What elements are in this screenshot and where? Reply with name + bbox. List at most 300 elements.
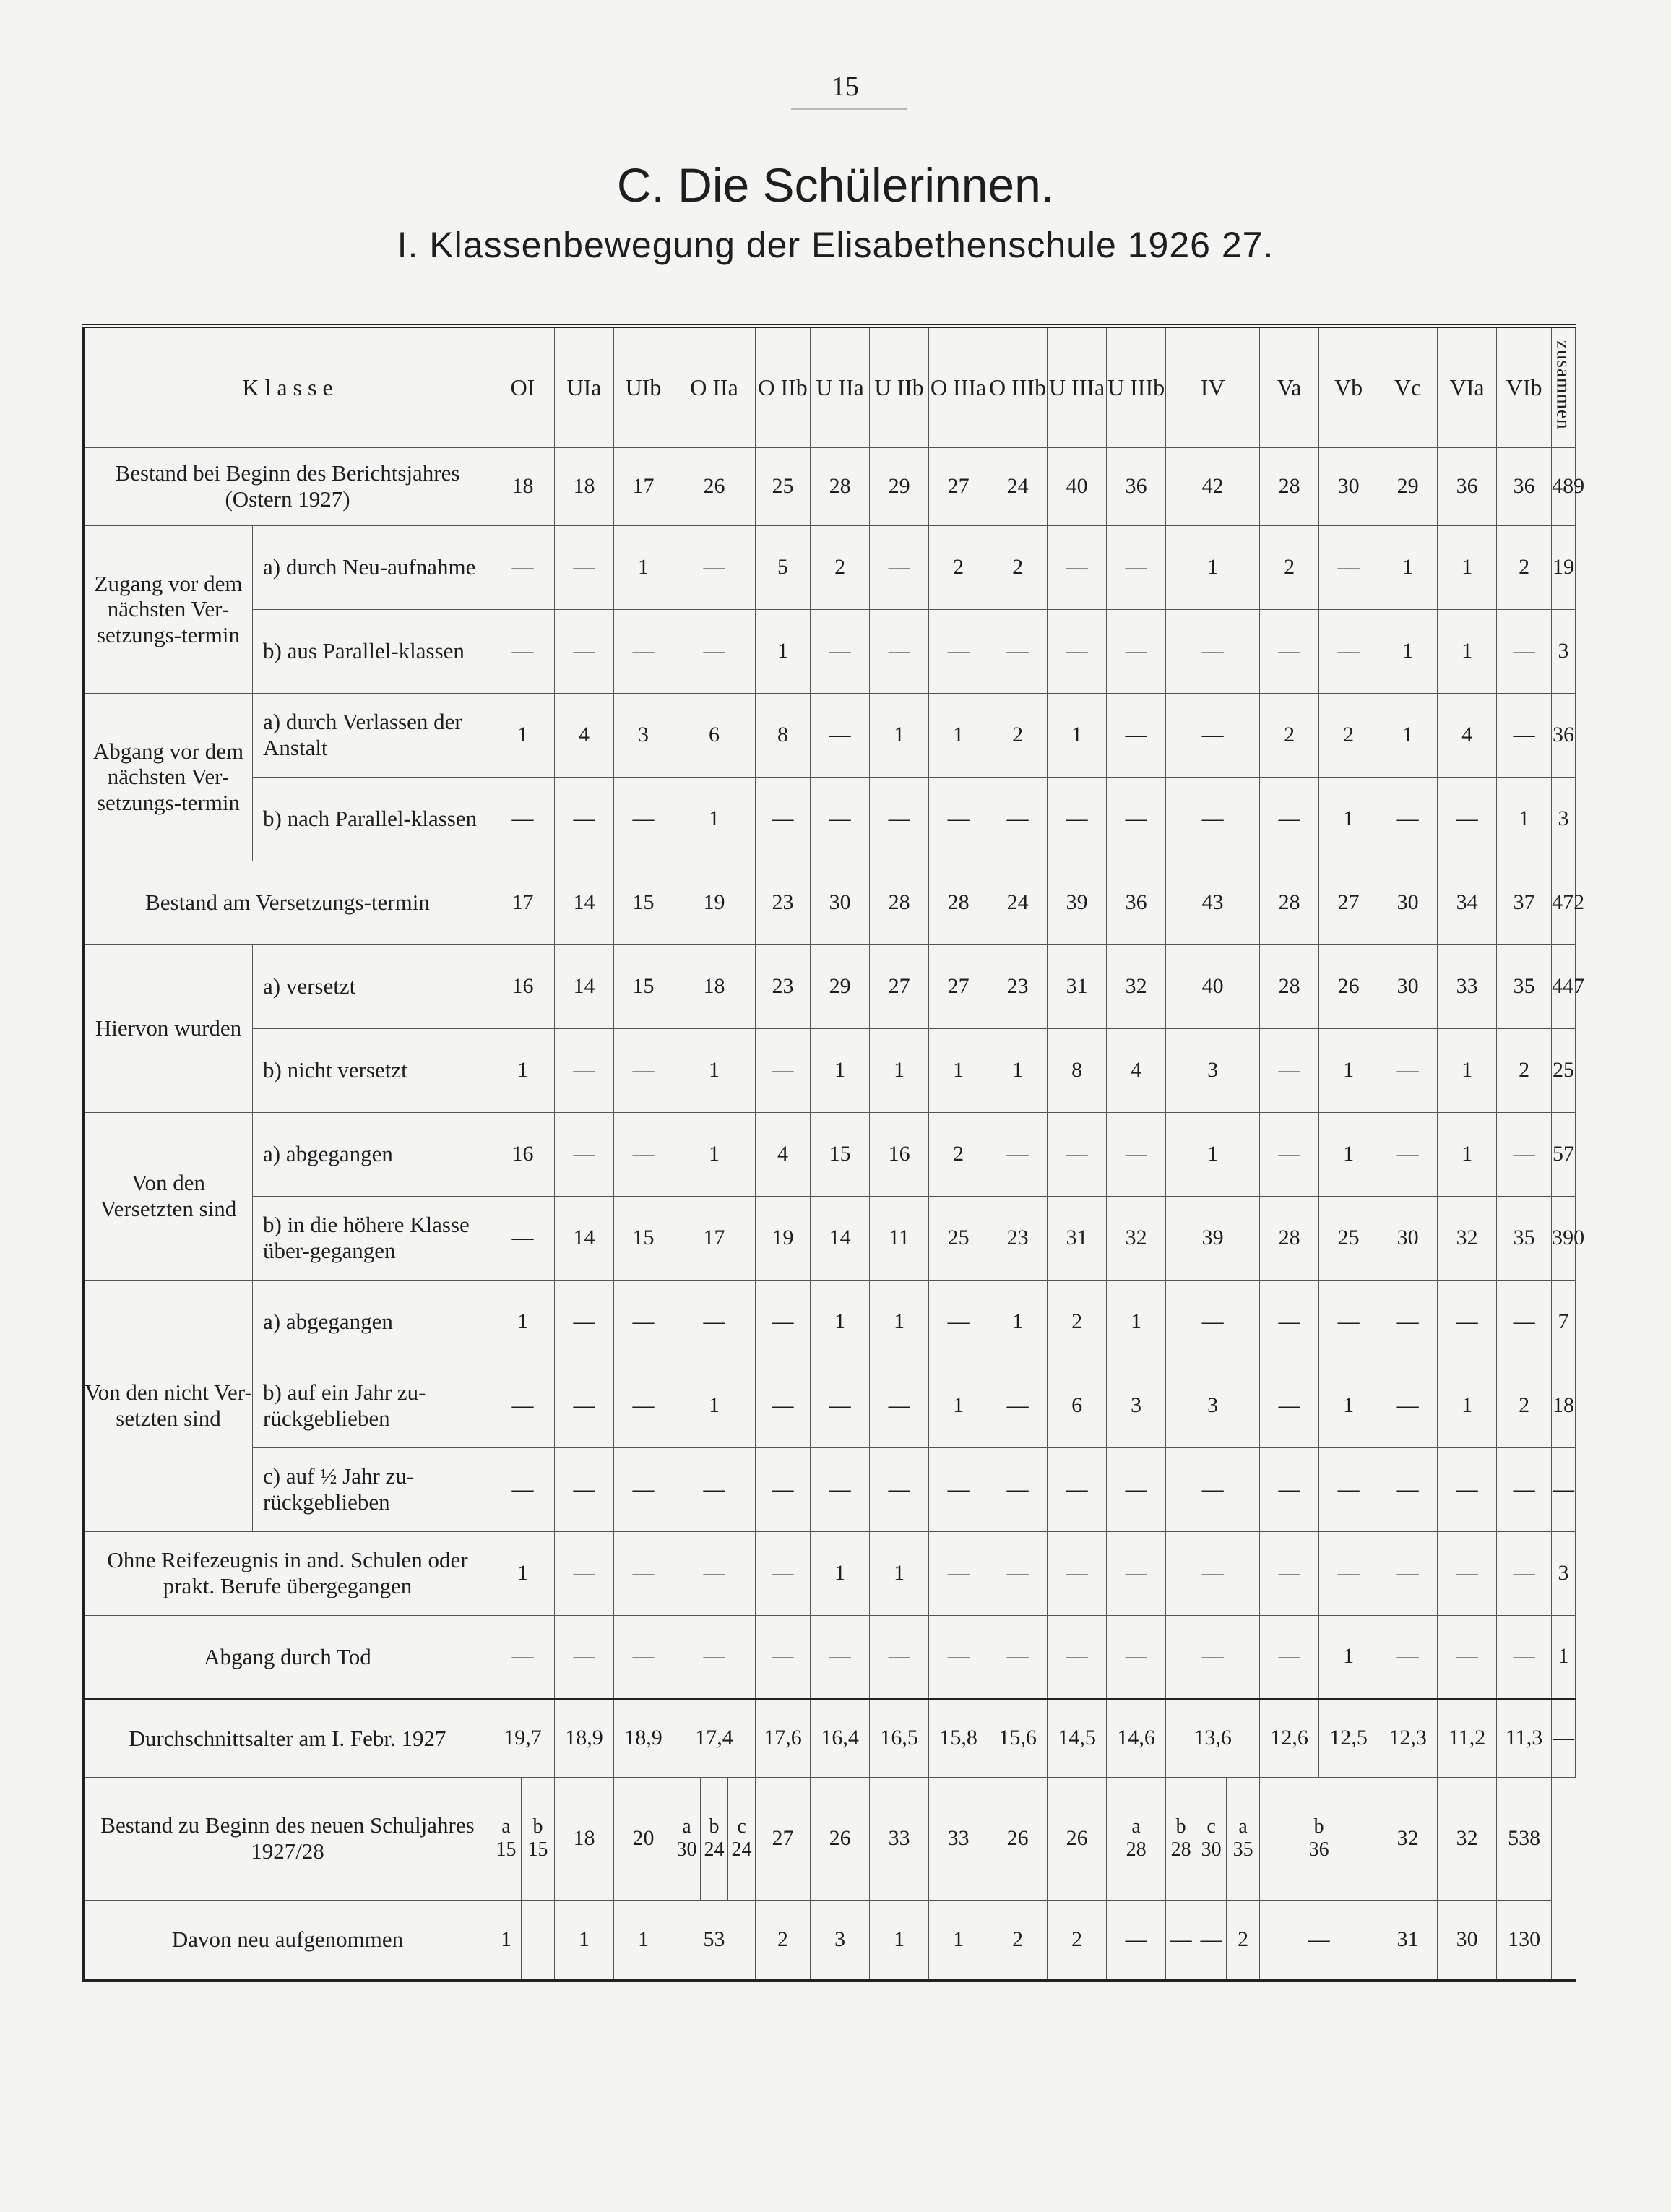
cell: 1 (870, 1280, 929, 1364)
cell: 15 (614, 944, 673, 1028)
cell: — (555, 1364, 614, 1447)
cell: 25 (929, 1196, 988, 1280)
cell: — (1497, 1531, 1552, 1615)
cell: 1 (1438, 1112, 1497, 1196)
cell: — (988, 1447, 1048, 1531)
cell: — (1107, 525, 1166, 609)
cell: — (870, 1447, 929, 1531)
cell: 14 (555, 944, 614, 1028)
cell: — (1107, 1447, 1166, 1531)
cell: 6 (673, 693, 756, 777)
class-header: U IIa (811, 326, 870, 447)
cell: 130 (1497, 1900, 1552, 1981)
cell: — (1378, 1447, 1438, 1531)
cell: — (988, 1364, 1048, 1447)
cell: — (988, 1112, 1048, 1196)
cell: — (1260, 777, 1319, 861)
cell: a 35 (1227, 1777, 1260, 1900)
class-header: Va (1260, 326, 1319, 447)
cell: 1 (673, 777, 756, 861)
class-header: U IIb (870, 326, 929, 447)
cell: — (988, 1615, 1048, 1699)
cell: — (1107, 1615, 1166, 1699)
cell: — (1107, 693, 1166, 777)
cell: 27 (870, 944, 929, 1028)
cell: — (1497, 1447, 1552, 1531)
cell: — (1497, 1615, 1552, 1699)
cell: 37 (1497, 861, 1552, 944)
cell: 1 (988, 1028, 1048, 1112)
section-title: C. Die Schülerinnen. (616, 158, 1055, 212)
cell: 1 (614, 525, 673, 609)
row-ohne-reife (84, 1531, 1576, 1615)
cell: 6 (1048, 1364, 1107, 1447)
cell: 3 (1166, 1364, 1260, 1447)
row-bestand-beginn (84, 447, 1576, 525)
cell: 28 (1260, 1196, 1319, 1280)
cell: 14 (555, 1196, 614, 1280)
cell: 31 (1048, 1196, 1107, 1280)
cell: — (555, 1028, 614, 1112)
cell: 1 (1048, 693, 1107, 777)
cell: — (1260, 1280, 1319, 1364)
cell: 2 (988, 1900, 1048, 1981)
row-bestand-vers (84, 861, 1576, 944)
class-header: UIb (614, 326, 673, 447)
cell: 17,4 (673, 1699, 756, 1777)
cell: 17 (491, 861, 555, 944)
cell: — (929, 1615, 988, 1699)
cell: 1 (756, 609, 811, 693)
cell: 3 (1107, 1364, 1166, 1447)
cell: — (491, 777, 555, 861)
cell: — (555, 1280, 614, 1364)
cell: — (1048, 525, 1107, 609)
cell: — (1438, 1531, 1497, 1615)
cell-total: 390 (1552, 1196, 1576, 1280)
cell: 36 (1107, 447, 1166, 525)
cell: 16 (870, 1112, 929, 1196)
group-label: Von den Versetzten sind (84, 1112, 253, 1280)
cell-total: — (1552, 1699, 1576, 1777)
row-label: b) auf ein Jahr zu-rückgeblieben (253, 1364, 491, 1447)
cell: — (929, 1280, 988, 1364)
cell: 53 (673, 1900, 756, 1981)
cell: 26 (673, 447, 756, 525)
row-abgang-a (84, 693, 1576, 777)
cell: — (673, 1615, 756, 1699)
cell: — (1048, 777, 1107, 861)
cell: 2 (929, 1112, 988, 1196)
cell: — (756, 1280, 811, 1364)
group-label: Zugang vor dem nächsten Ver-setzungs-termin (84, 525, 253, 693)
class-header: Vc (1378, 326, 1438, 447)
cell: 1 (811, 1280, 870, 1364)
cell: 27 (929, 944, 988, 1028)
cell: 32 (1438, 1777, 1497, 1900)
cell: 2 (1048, 1280, 1107, 1364)
cell: 14,6 (1107, 1699, 1166, 1777)
cell: — (555, 1112, 614, 1196)
class-header: O IIa (673, 326, 756, 447)
cell: — (811, 777, 870, 861)
cell: 1 (1166, 525, 1260, 609)
cell: — (614, 609, 673, 693)
row-label: Davon neu aufgenommen (84, 1900, 491, 1981)
cell: — (614, 1364, 673, 1447)
cell: 16 (491, 1112, 555, 1196)
cell: 1 (1497, 777, 1552, 861)
table-title: I. Klassenbewegung der Elisabethenschule 1926 27. (397, 225, 1274, 265)
cell: — (929, 1531, 988, 1615)
row-bestand-neu (84, 1777, 1576, 1900)
cell: 30 (811, 861, 870, 944)
cell: — (1319, 525, 1378, 609)
cell: — (811, 1364, 870, 1447)
cell: — (555, 609, 614, 693)
cell: 1 (1438, 1028, 1497, 1112)
cell: 15,8 (929, 1699, 988, 1777)
class-header: U IIIb (1107, 326, 1166, 447)
cell: — (929, 1447, 988, 1531)
cell: 16 (491, 944, 555, 1028)
cell: 20 (614, 1777, 673, 1900)
cell: 15,6 (988, 1699, 1048, 1777)
cell: 2 (929, 525, 988, 609)
cell: 2 (1319, 693, 1378, 777)
cell: 32 (1107, 944, 1166, 1028)
cell: — (1378, 1028, 1438, 1112)
cell: — (988, 777, 1048, 861)
cell: 16,4 (811, 1699, 870, 1777)
cell: 19 (756, 1196, 811, 1280)
cell: 36 (1438, 447, 1497, 525)
cell: — (673, 1280, 756, 1364)
cell: — (811, 1615, 870, 1699)
class-header: O IIIb (988, 326, 1048, 447)
cell: — (756, 1615, 811, 1699)
row-label: a) durch Neu-aufnahme (253, 525, 491, 609)
cell: — (1260, 609, 1319, 693)
cell: — (614, 777, 673, 861)
cell: 26 (1319, 944, 1378, 1028)
row-nicht-versetzt (84, 1028, 1576, 1112)
row-abgang-b (84, 777, 1576, 861)
cell: — (1378, 1531, 1438, 1615)
cell: — (614, 1112, 673, 1196)
cell: 35 (1497, 944, 1552, 1028)
cell: 18 (555, 447, 614, 525)
cell: c 24 (728, 1777, 756, 1900)
cell: — (491, 1447, 555, 1531)
cell: 1 (491, 1028, 555, 1112)
cell: — (1048, 1112, 1107, 1196)
cell: — (1260, 1028, 1319, 1112)
cell: 12,5 (1319, 1699, 1378, 1777)
row-label: b) in die höhere Klasse über-gegangen (253, 1196, 491, 1280)
cell: 17 (673, 1196, 756, 1280)
cell: 25 (756, 447, 811, 525)
cell: — (1319, 1447, 1378, 1531)
cell: 42 (1166, 447, 1260, 525)
cell: 2 (756, 1900, 811, 1981)
cell: c 30 (1196, 1777, 1227, 1900)
cell: — (756, 1364, 811, 1447)
class-header: IV (1166, 326, 1260, 447)
cell-total: 489 (1552, 447, 1576, 525)
cell: 1 (1378, 609, 1438, 693)
cell: 1 (491, 1280, 555, 1364)
row-versetzte-hoehere (84, 1196, 1576, 1280)
cell: — (1260, 1112, 1319, 1196)
row-durchschnittsalter (84, 1699, 1576, 1777)
cell: — (614, 1531, 673, 1615)
cell: 15 (811, 1112, 870, 1196)
page-number-rule (791, 108, 907, 110)
cell: 18,9 (614, 1699, 673, 1777)
cell: 32 (1107, 1196, 1166, 1280)
cell: 4 (555, 693, 614, 777)
cell-total: 36 (1552, 693, 1576, 777)
cell-total: — (1552, 1447, 1576, 1531)
cell: 19 (673, 861, 756, 944)
cell: a 15 (491, 1777, 522, 1900)
cell: 4 (756, 1112, 811, 1196)
cell-total: 3 (1552, 777, 1576, 861)
cell: 1 (673, 1028, 756, 1112)
cell: 1 (491, 1531, 555, 1615)
cell: 26 (1048, 1777, 1107, 1900)
class-header: VIa (1438, 326, 1497, 447)
row-label: Bestand am Versetzungs-termin (84, 861, 491, 944)
class-header: OI (491, 326, 555, 447)
cell: 1 (1319, 1028, 1378, 1112)
cell: — (870, 609, 929, 693)
class-header: Vb (1319, 326, 1378, 447)
cell: 1 (1319, 1364, 1378, 1447)
cell: a 30 (673, 1777, 701, 1900)
cell: 30 (1378, 861, 1438, 944)
row-label: Abgang durch Tod (84, 1615, 491, 1699)
cell: 2 (988, 525, 1048, 609)
cell: — (1260, 1615, 1319, 1699)
cell: 11 (870, 1196, 929, 1280)
cell: — (555, 525, 614, 609)
cell: 30 (1378, 944, 1438, 1028)
cell: 11,3 (1497, 1699, 1552, 1777)
cell-total: 3 (1552, 609, 1576, 693)
cell: 1 (1107, 1280, 1166, 1364)
cell: 1 (929, 1028, 988, 1112)
cell: 2 (1260, 693, 1319, 777)
cell: 2 (1497, 1028, 1552, 1112)
cell: 18 (491, 447, 555, 525)
cell: 1 (988, 1280, 1048, 1364)
cell: a 28 (1107, 1777, 1166, 1900)
class-header: VIb (1497, 326, 1552, 447)
klassenbewegung-table (82, 324, 1585, 1982)
class-header: UIa (555, 326, 614, 447)
row-label: a) abgegangen (253, 1112, 491, 1196)
cell: 17,6 (756, 1699, 811, 1777)
cell: 24 (988, 861, 1048, 944)
cell: — (870, 1364, 929, 1447)
row-tod (84, 1615, 1576, 1699)
cell: — (1196, 1900, 1227, 1981)
cell: — (555, 777, 614, 861)
cell-total: 7 (1552, 1280, 1576, 1364)
cell: — (1260, 1364, 1319, 1447)
cell: 1 (870, 693, 929, 777)
cell: — (988, 609, 1048, 693)
cell: 23 (756, 944, 811, 1028)
cell: 35 (1497, 1196, 1552, 1280)
cell: — (673, 609, 756, 693)
cell: 1 (614, 1900, 673, 1981)
cell: — (1107, 777, 1166, 861)
cell: 1 (673, 1112, 756, 1196)
cell: — (1048, 609, 1107, 693)
row-label: c) auf ½ Jahr zu-rückgeblieben (253, 1447, 491, 1531)
cell-total: 472 (1552, 861, 1576, 944)
cell: 1 (1378, 693, 1438, 777)
cell: 12,3 (1378, 1699, 1438, 1777)
cell: — (1438, 777, 1497, 861)
cell: 16,5 (870, 1699, 929, 1777)
cell: 3 (1166, 1028, 1260, 1112)
cell: 8 (756, 693, 811, 777)
cell: — (1378, 1112, 1438, 1196)
cell: 28 (870, 861, 929, 944)
row-zugang-b (84, 609, 1576, 693)
cell-total: 447 (1552, 944, 1576, 1028)
cell: b 36 (1260, 1777, 1378, 1900)
row-label: a) versetzt (253, 944, 491, 1028)
cell: 23 (756, 861, 811, 944)
cell: 1 (1438, 609, 1497, 693)
row-davon-neu (84, 1900, 1576, 1981)
cell: 28 (811, 447, 870, 525)
cell: — (1107, 1112, 1166, 1196)
cell: 538 (1497, 1777, 1552, 1900)
row-label: a) durch Verlassen der Anstalt (253, 693, 491, 777)
cell: — (929, 777, 988, 861)
total-header (1552, 326, 1576, 447)
row-zugang-a (84, 525, 1576, 609)
row-label: b) aus Parallel-klassen (253, 609, 491, 693)
cell: — (1166, 777, 1260, 861)
cell: — (1166, 1280, 1260, 1364)
cell: 25 (1319, 1196, 1378, 1280)
cell: — (1107, 1900, 1166, 1981)
cell: — (1107, 609, 1166, 693)
cell: 26 (811, 1777, 870, 1900)
row-nichtversetzte-halbjahr (84, 1447, 1576, 1531)
cell (522, 1900, 555, 1981)
cell: — (756, 777, 811, 861)
cell: — (1319, 1531, 1378, 1615)
cell: — (1438, 1615, 1497, 1699)
cell: — (555, 1447, 614, 1531)
cell: — (614, 1447, 673, 1531)
row-label: Bestand bei Beginn des Berichtsjahres (Ostern 1927) (84, 447, 491, 525)
cell: 1 (929, 693, 988, 777)
cell-total: 3 (1552, 1531, 1576, 1615)
cell: 1 (491, 1900, 522, 1981)
cell: — (929, 609, 988, 693)
cell: 19,7 (491, 1699, 555, 1777)
header-row (84, 326, 1576, 447)
cell-total: 25 (1552, 1028, 1576, 1112)
row-label: a) abgegangen (253, 1280, 491, 1364)
cell: 29 (870, 447, 929, 525)
cell: 17 (614, 447, 673, 525)
cell: 1 (870, 1028, 929, 1112)
cell: 2 (988, 693, 1048, 777)
cell: — (811, 1447, 870, 1531)
cell: — (1166, 1900, 1196, 1981)
row-label: b) nicht versetzt (253, 1028, 491, 1112)
cell: — (1048, 1531, 1107, 1615)
cell: — (870, 777, 929, 861)
class-header: U IIIa (1048, 326, 1107, 447)
cell: 18 (673, 944, 756, 1028)
cell: 1 (811, 1028, 870, 1112)
page-number: 15 (832, 72, 859, 102)
cell: — (1048, 1615, 1107, 1699)
cell: 40 (1166, 944, 1260, 1028)
cell: 1 (1166, 1112, 1260, 1196)
cell: — (491, 1364, 555, 1447)
cell: 1 (1319, 777, 1378, 861)
row-label: b) nach Parallel-klassen (253, 777, 491, 861)
row-versetzt (84, 944, 1576, 1028)
cell: — (1107, 1531, 1166, 1615)
cell: 1 (1319, 1112, 1378, 1196)
cell: — (673, 1531, 756, 1615)
cell: 30 (1378, 1196, 1438, 1280)
cell: — (756, 1447, 811, 1531)
cell: — (1497, 1280, 1552, 1364)
cell: — (1378, 1615, 1438, 1699)
cell: — (870, 525, 929, 609)
cell: — (1378, 1280, 1438, 1364)
cell: 1 (555, 1900, 614, 1981)
cell: — (988, 1531, 1048, 1615)
cell: — (555, 1615, 614, 1699)
cell: 1 (1378, 525, 1438, 609)
cell: 29 (1378, 447, 1438, 525)
cell-total: 18 (1552, 1364, 1576, 1447)
cell: 28 (1260, 861, 1319, 944)
cell: 30 (1319, 447, 1378, 525)
cell: 1 (811, 1531, 870, 1615)
cell: 24 (988, 447, 1048, 525)
cell: 23 (988, 1196, 1048, 1280)
cell: 14 (555, 861, 614, 944)
cell: 3 (614, 693, 673, 777)
cell: 32 (1438, 1196, 1497, 1280)
cell: — (1048, 1447, 1107, 1531)
cell: — (1260, 1447, 1319, 1531)
cell: 2 (811, 525, 870, 609)
cell: — (1497, 1112, 1552, 1196)
cell: 33 (929, 1777, 988, 1900)
cell: — (1166, 609, 1260, 693)
cell: 4 (1438, 693, 1497, 777)
cell: 15 (614, 1196, 673, 1280)
cell: — (673, 1447, 756, 1531)
